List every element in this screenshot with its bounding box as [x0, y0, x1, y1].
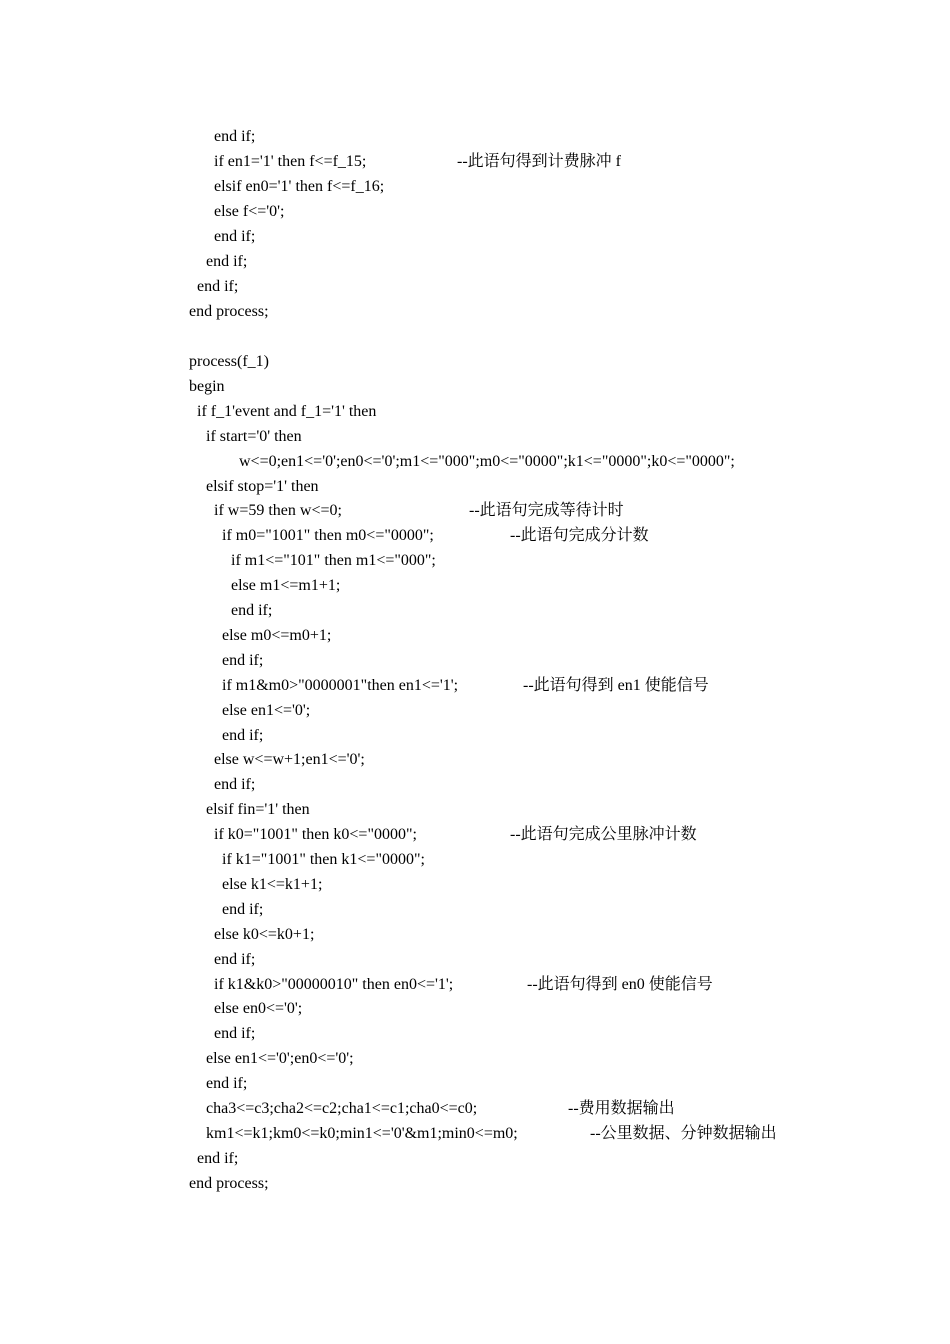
- code-line: else m0<=m0+1;: [222, 627, 332, 644]
- code-line: else en1<='0';en0<='0';: [206, 1050, 354, 1067]
- code-line: end if;: [214, 951, 256, 968]
- code-line: if f_1'event and f_1='1' then: [197, 403, 377, 420]
- code-line: end process;: [189, 1175, 269, 1192]
- code-comment: --此语句得到 en0 使能信号: [527, 976, 713, 993]
- code-line: else m1<=m1+1;: [231, 577, 341, 594]
- code-comment: --此语句完成公里脉冲计数: [510, 826, 697, 843]
- code-comment: --此语句得到 en1 使能信号: [523, 677, 709, 694]
- code-line: end if;: [206, 1075, 248, 1092]
- code-line: end if;: [214, 1025, 256, 1042]
- code-line: end if;: [214, 776, 256, 793]
- code-line: if k1="1001" then k1<="0000";: [222, 851, 425, 868]
- code-line: else f<='0';: [214, 203, 285, 220]
- code-line: else en1<='0';: [222, 702, 311, 719]
- code-line: end if;: [214, 128, 256, 145]
- code-line: if m0="1001" then m0<="0000";: [222, 527, 434, 544]
- code-line: end process;: [189, 303, 269, 320]
- code-line: end if;: [197, 278, 239, 295]
- code-line: if m1&m0>"0000001"then en1<='1';: [222, 677, 459, 694]
- code-line: elsif fin='1' then: [206, 801, 310, 818]
- code-comment: --此语句得到计费脉冲 f: [457, 153, 621, 170]
- code-comment: --公里数据、分钟数据输出: [590, 1125, 777, 1142]
- code-line: begin: [189, 378, 225, 395]
- code-comment: --此语句完成等待计时: [469, 502, 624, 519]
- code-line: else k1<=k1+1;: [222, 876, 323, 893]
- code-line: else w<=w+1;en1<='0';: [214, 751, 365, 768]
- code-line: w<=0;en1<='0';en0<='0';m1<="000";m0<="0000";k1<="0000";k0<="0000";: [239, 453, 735, 470]
- code-line: end if;: [222, 901, 264, 918]
- code-line: end if;: [231, 602, 273, 619]
- code-line: process(f_1): [189, 353, 269, 370]
- code-line: if m1<="101" then m1<="000";: [231, 552, 436, 569]
- code-line: else k0<=k0+1;: [214, 926, 315, 943]
- code-line: end if;: [206, 253, 248, 270]
- code-line: if w=59 then w<=0;: [214, 502, 342, 519]
- code-line: km1<=k1;km0<=k0;min1<='0'&m1;min0<=m0;: [206, 1125, 518, 1142]
- code-comment: --此语句完成分计数: [510, 527, 649, 544]
- code-line: elsif en0='1' then f<=f_16;: [214, 178, 385, 195]
- code-line: end if;: [222, 652, 264, 669]
- code-line: if k0="1001" then k0<="0000";: [214, 826, 417, 843]
- code-line: end if;: [197, 1150, 239, 1167]
- code-line: cha3<=c3;cha2<=c2;cha1<=c1;cha0<=c0;: [206, 1100, 478, 1117]
- code-comment: --费用数据输出: [568, 1100, 675, 1117]
- code-line: if k1&k0>"00000010" then en0<='1';: [214, 976, 454, 993]
- code-line: if start='0' then: [206, 428, 302, 445]
- code-line: else en0<='0';: [214, 1000, 303, 1017]
- code-line: elsif stop='1' then: [206, 478, 319, 495]
- code-line: end if;: [214, 228, 256, 245]
- code-line: if en1='1' then f<=f_15;: [214, 153, 367, 170]
- code-line: end if;: [222, 727, 264, 744]
